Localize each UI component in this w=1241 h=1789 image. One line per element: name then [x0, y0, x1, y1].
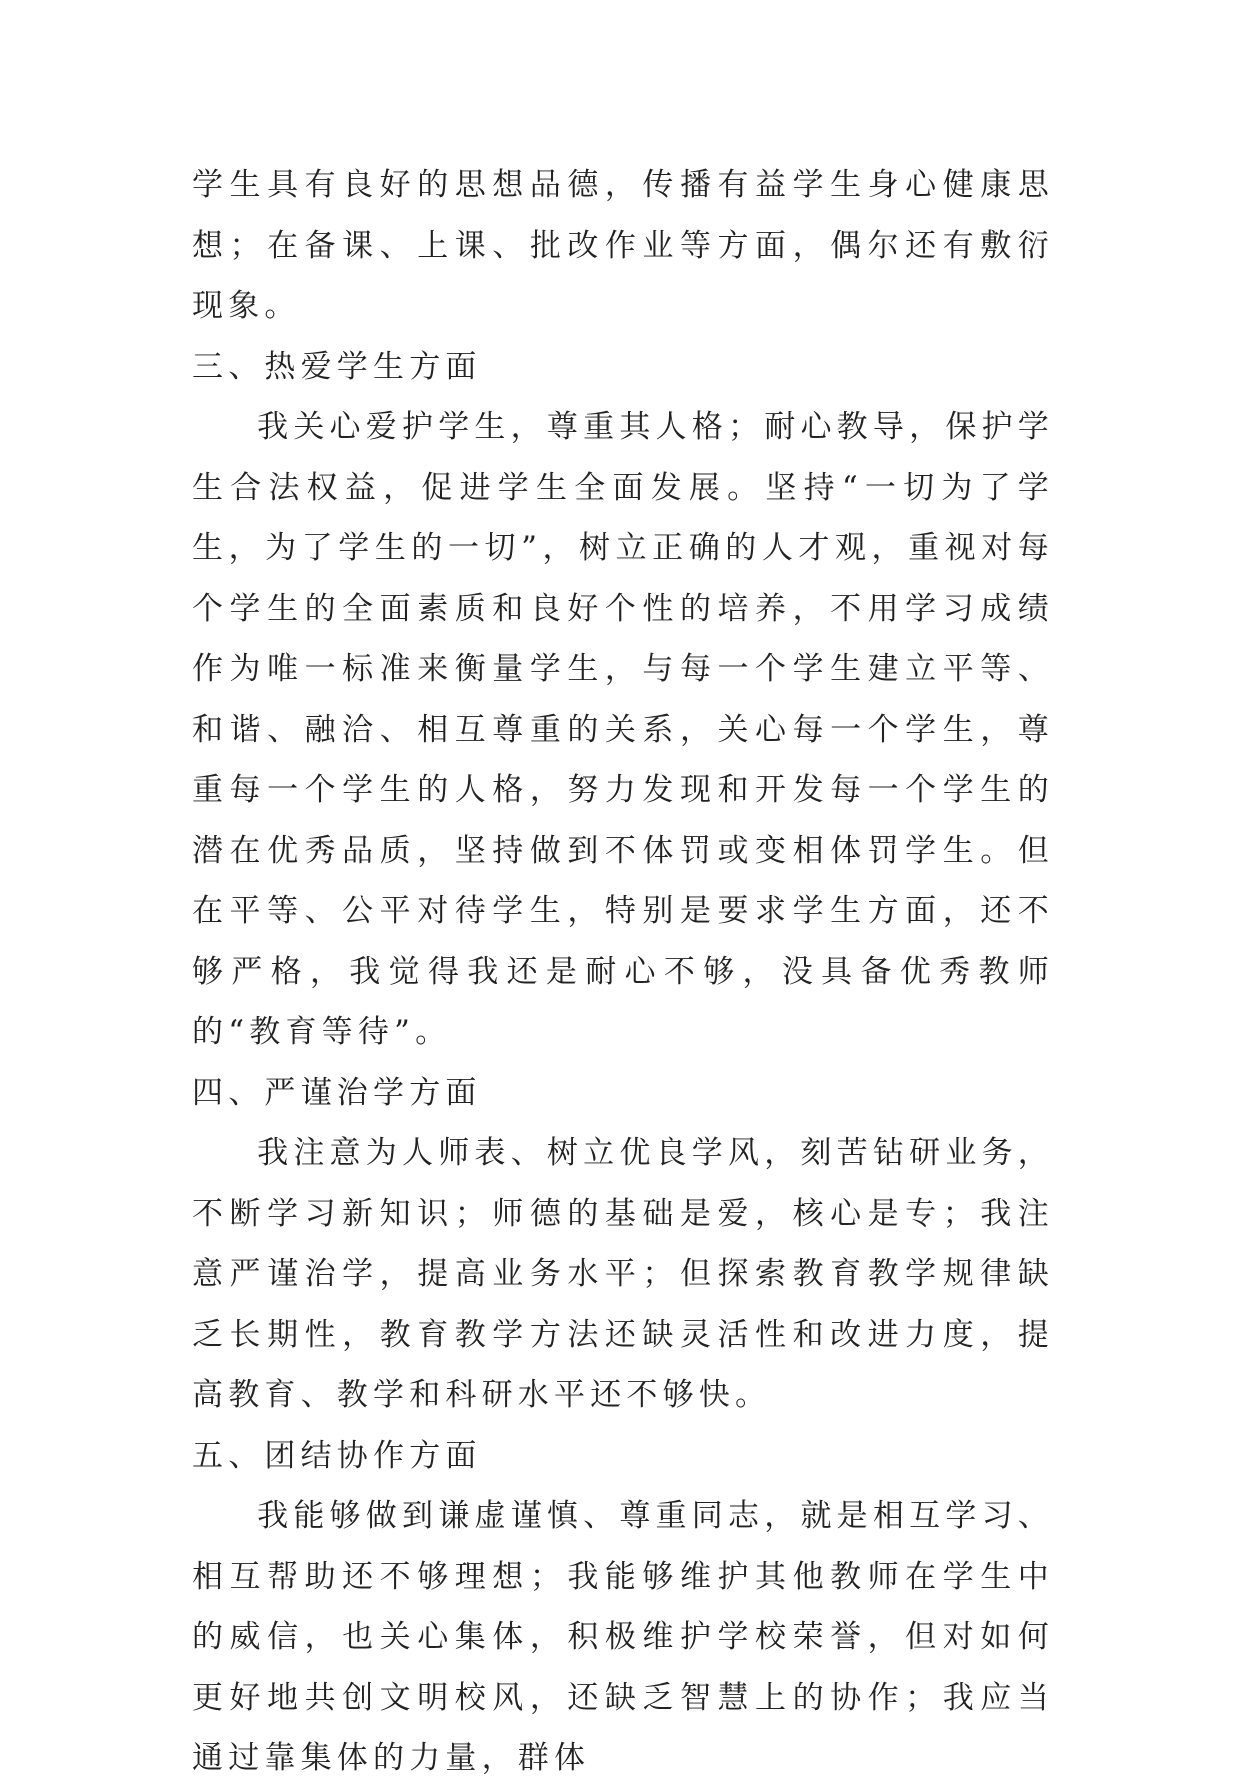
paragraph-teamwork: 我能够做到谦虚谨慎、尊重同志，就是相互学习、相互帮助还不够理想；我能够维护其他教师在学生中的威信，也关心集体，积极维护学校荣誉，但对如何更好地共创文明校风，还缺乏智慧上的协作；我应当通过靠集体的力量，群体	[192, 1498, 1054, 1776]
section-heading-rigorous-scholarship: 四、严谨治学方面	[192, 1074, 482, 1111]
paragraph-love-students: 我关心爱护学生，尊重其人格；耐心教导，保护学生合法权益，促进学生全面发展。坚持“一切为了学生，为了学生的一切”，树立正确的人才观，重视对每个学生的全面素质和良好个性的培养，不用学习成绩作为唯一标准来衡量学生，与每一个学生建立平等、和谐、融洽、相互尊重的关系，关心每一个学生，尊重每一个学生的人格，努力发现和开发每一个学生的潜在优秀品质，坚持做到不体罚或变相体罚学生。但在平等、公平对待学生，特别是要求学生方面，还不够严格，我觉得我还是耐心不够，没具备优秀教师的“教育等待”。	[192, 409, 1054, 1050]
document-body	[192, 155, 1054, 1789]
paragraph-rigorous-scholarship: 我注意为人师表、树立优良学风，刻苦钻研业务，不断学习新知识；师德的基础是爱，核心是专；我注意严谨治学，提高业务水平；但探索教育教学规律缺乏长期性，教育教学方法还缺灵活性和改进力度，提高教育、教学和科研水平还不够快。	[192, 1135, 1054, 1413]
section-heading-love-students: 三、热爱学生方面	[192, 348, 482, 385]
section-heading-teamwork: 五、团结协作方面	[192, 1437, 482, 1474]
paragraph-continuation: 学生具有良好的思想品德，传播有益学生身心健康思想；在备课、上课、批改作业等方面，偶尔还有敷衍现象。	[192, 167, 1054, 324]
